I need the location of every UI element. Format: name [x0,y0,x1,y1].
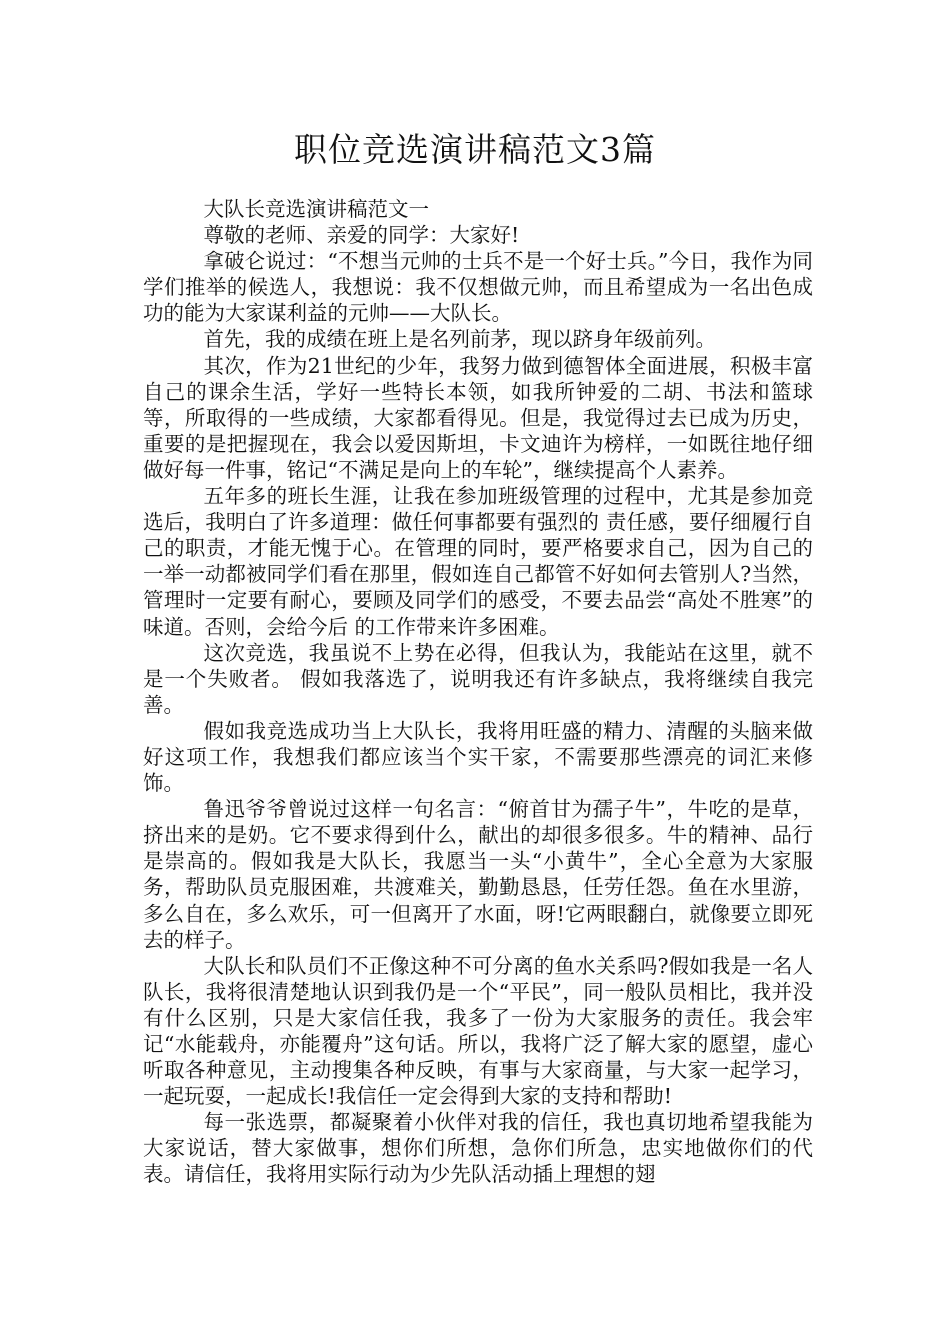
paragraph: 假如我竞选成功当上大队长，我将用旺盛的精力、清醒的头脑来做好这项工作，我想我们都应该当个实干家，不需要那些漂亮的词汇来修饰。 [143,718,813,796]
paragraph: 每一张选票，都凝聚着小伙伴对我的信任，我也真切地希望我能为大家说话，替大家做事，想你们所想，急你们所急，忠实地做你们的代表。请信任，我将用实际行动为少先队活动插上理想的翅 [143,1110,813,1187]
document-body [143,196,813,1188]
paragraph: 其次，作为21世纪的少年，我努力做到德智体全面进展，积极丰富自己的课余生活，学好一些特长本领，如我所钟爱的二胡、书法和篮球等，所取得的一些成绩，大家都看得见。但是，我觉得过去已成为历史，重要的是把握现在，我会以爱因斯坦，卡文迪许为榜样，一如既往地仔细做好每一件事，铭记“不满足是向上的车轮”，继续提高个人素养。 [143,353,813,482]
paragraph-heading: 大队长竞选演讲稿范文一 [203,197,429,221]
paragraph-greeting: 尊敬的老师、亲爱的同学：大家好! [203,223,520,248]
paragraph: 五年多的班长生涯，让我在参加班级管理的过程中，尤其是参加竞选后，我明白了许多道理：做任何事都要有强烈的 责任感，要仔细履行自己的职责，才能无愧于心。在管理的同时，要严格要求自己，因为自己的一举一动都被同学们看在那里，假如连自己都管不好如何去管别人?当然，管理时一定要有耐心，要顾及同学们的感受，不要去品尝“高处不胜寒”的味道。否则，会给今后 的工作带来许多困难。 [143,484,813,639]
paragraph: 拿破仑说过：“不想当元帅的士兵不是一个好士兵。”今日，我作为同学们推举的候选人，我想说：我不仅想做元帅，而且希望成为一名出色成功的能为大家谋利益的元帅——大队长。 [143,249,813,326]
document-title: 职位竞选演讲稿范文3篇 [294,130,656,169]
paragraph: 鲁迅爷爷曾说过这样一句名言：“俯首甘为孺子牛”，牛吃的是草，挤出来的是奶。它不要求得到什么，献出的却很多很多。牛的精神、品行是崇高的。假如我是大队长，我愿当一头“小黄牛”，全心全意为大家服务，帮助队员克服困难，共渡难关，勤勤恳恳，任劳任怨。鱼在水里游，多么自在，多么欢乐，可一但离开了水面，呀!它两眼翻白，就像要立即死去的样子。 [143,797,813,952]
paragraph: 大队长和队员们不正像这种不可分离的鱼水关系吗?假如我是一名人队长，我将很清楚地认识到我仍是一个“平民”，同一般队员相比，我并没有什么区别，只是大家信任我，我多了一份为大家服务的责任。我会牢记“水能载舟，亦能覆舟”这句话。所以，我将广泛了解大家的愿望，虚心听取各种意见，主动搜集各种反映，有事与大家商量，与大家一起学习，一起玩耍，一起成长!我信任一定会得到大家的支持和帮助! [143,953,813,1109]
paragraph: 这次竞选，我虽说不上势在必得，但我认为，我能站在这里，就不是一个失败者。 假如我落选了，说明我还有许多缺点，我将继续自我完善。 [143,640,813,717]
paragraph: 首先，我的成绩在班上是名列前茅，现以跻身年级前列。 [203,327,716,352]
